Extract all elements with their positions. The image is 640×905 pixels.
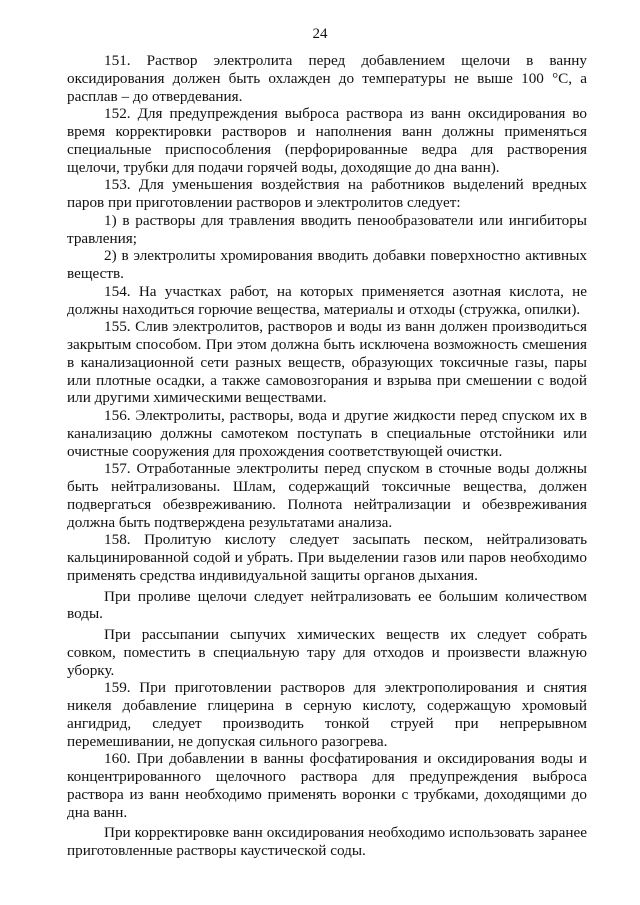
paragraph-151: 151. Раствор электролита перед добавлением щелочи в ванну оксидирования должен быть охлажден до температуры не выше 100 °С, а расплав – до отвердевания. xyxy=(67,52,587,105)
paragraph-157: 157. Отработанные электролиты перед спуском в сточные воды должны быть нейтрализованы. Шлам, содержащий токсичные вещества, должен подвергаться обезвреживанию. Полнота нейтрализации и обезвреживания должна быть подтверждена результатами анализа. xyxy=(67,460,587,531)
paragraph-153-item-2: 2) в электролиты хромирования вводить добавки поверхностно активных веществ. xyxy=(67,247,587,282)
paragraph-158: 158. Пролитую кислоту следует засыпать песком, нейтрализовать кальцинированной содой и убрать. При выделении газов или паров необходимо применять средства индивидуальной защиты органов дыхания. xyxy=(67,531,587,584)
paragraph-154: 154. На участках работ, на которых применяется азотная кислота, не должны находиться горючие вещества, материалы и отходы (стружка, опилки). xyxy=(67,282,587,318)
paragraph-158-alkali: При проливе щелочи следует нейтрализовать ее большим количеством воды. xyxy=(67,587,587,623)
page-number: 24 xyxy=(312,26,328,42)
paragraph-159: 159. При приготовлении растворов для электрополирования и снятия никеля добавление глицерина в серную кислоту, содержащую хромовый ангидрид, следует производить тонкой струей при непрерывном перемешивании, не допуская сильного разогрева. xyxy=(67,679,587,750)
paragraph-153-item-1: 1) в растворы для травления вводить пенообразователи или ингибиторы травления; xyxy=(67,211,587,247)
paragraph-160: 160. При добавлении в ванны фосфатирования и оксидирования воды и концентрированного щелочного раствора для предупреждения выброса раствора из ванн необходимо применять воронки с трубками, доходящими до дна ванн. xyxy=(67,750,587,821)
paragraph-152: 152. Для предупреждения выброса раствора из ванн оксидирования во время корректировки растворов и наполнения ванн должны применяться специальные приспособления (перфорированные ведра для растворения щелочи, трубки для подачи горячей воды, доходящие до дна ванн). xyxy=(67,105,587,176)
paragraph-158-bulk: При рассыпании сыпучих химических веществ их следует собрать совком, поместить в специальную тару для отходов и произвести влажную уборку. xyxy=(67,626,587,679)
paragraph-153: 153. Для уменьшения воздействия на работников выделений вредных паров при приготовлении растворов и электролитов следует: xyxy=(67,176,587,211)
paragraph-160-correction: При корректировке ванн оксидирования необходимо использовать заранее приготовленные растворы каустической соды. xyxy=(67,824,587,859)
paragraph-156: 156. Электролиты, растворы, вода и другие жидкости перед спуском их в канализацию должны самотеком поступать в специальные отстойники или очистные сооружения для прохождения соответствующей очистки. xyxy=(67,407,587,460)
paragraph-155: 155. Слив электролитов, растворов и воды из ванн должен производиться закрытым способом. При этом должна быть исключена возможность смешения в канализационной сети разных веществ, образующих токсичные газы, пары или плотные осадки, а также самовозгорания и взрыва при смешении с водой или другими химическими веществами. xyxy=(67,318,587,407)
document-body xyxy=(67,52,587,860)
